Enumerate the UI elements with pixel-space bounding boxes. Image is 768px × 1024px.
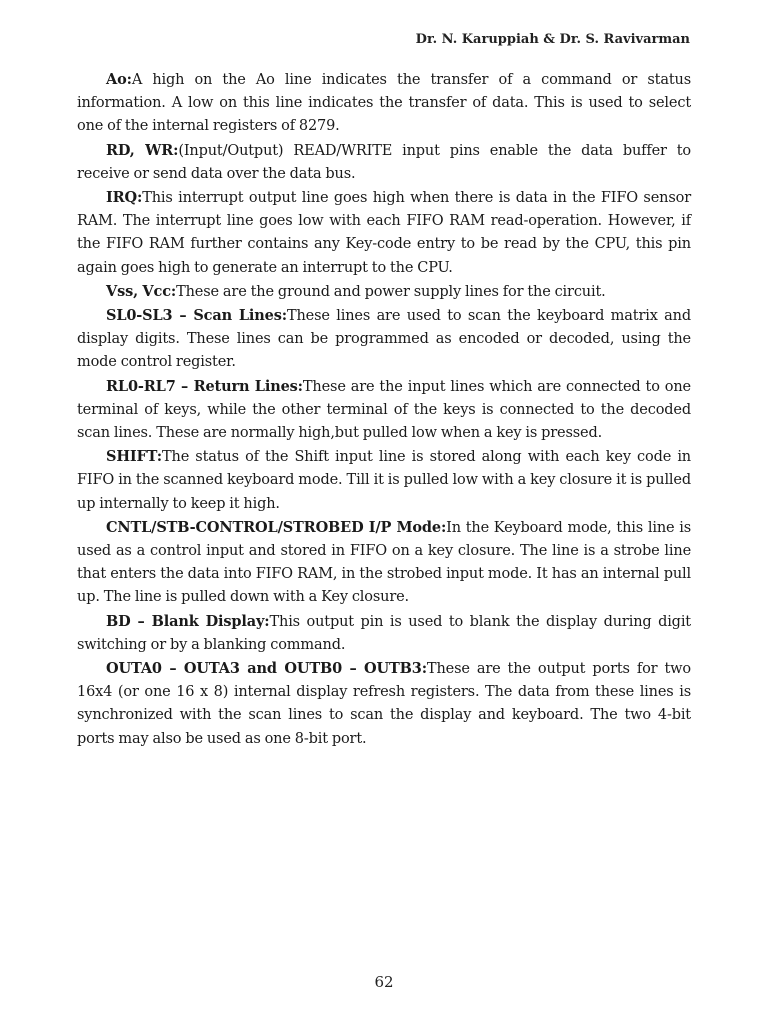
term-rd-wr: RD, WR: [106,141,179,159]
term-blank-display: BD – Blank Display: [106,612,270,630]
definition-ao: A high on the Ao line indicates the transfer of a command or status information. A low on this line indicates the transfer of data. This is used to select one of the internal registers of 8279. [77,72,691,135]
definition-shift: The status of the Shift input line is stored along with each key code in FIFO in the scanned keyboard mode. Till it is pulled low with a key closure it is pulled up internally to keep it high. [77,449,691,512]
paragraph-scan-lines [77,304,691,375]
term-irq: IRQ: [106,189,143,207]
definition-cntl-stb: In the Keyboard mode, this line is used as a control input and stored in FIFO on a key closure. The line is a strobe line that enters the data into FIFO RAM, in the strobed input mode. It has an internal pull up. The line is pulled down with a Key closure. [77,519,691,606]
definition-return-lines: These are the input lines which are connected to one terminal of keys, while the other terminal of the keys is connected to the decoded scan lines. These are normally high,but pulled low when a key is pressed. [77,378,691,442]
paragraph-cntl-stb [77,516,691,610]
definition-vss-vcc: These are the ground and power supply lines for the circuit. [176,283,606,300]
definition-blank-display: This output pin is used to blank the display during digit switching or by a blanking command. [77,613,691,653]
definition-irq: This interrupt output line goes high when there is data in the FIFO sensor RAM. The interrupt line goes low with each FIFO RAM read-operation. However, if the FIFO RAM further contains any Key-code entry to be read by the CPU, this pin again goes high to generate an interrupt to the CPU. [77,190,691,276]
paragraph-ao [77,68,691,139]
term-vss-vcc: Vss, Vcc: [106,282,177,300]
term-shift: SHIFT: [106,448,162,466]
paragraph-irq [77,186,691,280]
paragraph-shift [77,445,691,516]
definition-scan-lines: These lines are used to scan the keyboard matrix and display digits. These lines can be programmed as encoded or decoded, using the mode control register. [77,308,691,371]
paragraph-vss-vcc [77,280,691,304]
term-scan-lines: SL0-SL3 – Scan Lines: [106,307,287,325]
paragraph-output-ports [77,657,691,751]
definition-rd-wr: (Input/Output) READ/WRITE input pins enable the data buffer to receive or send data over the data bus. [77,142,691,182]
body-text [77,68,691,751]
term-output-ports: OUTA0 – OUTA3 and OUTB0 – OUTB3: [106,660,427,678]
paragraph-rd-wr [77,139,691,186]
running-header: Dr. N. Karuppiah & Dr. S. Ravivarman [415,32,690,47]
term-return-lines: RL0-RL7 – Return Lines: [106,377,303,395]
term-ao: Ao: [106,71,132,88]
paragraph-blank-display [77,610,691,657]
paragraph-return-lines [77,375,691,446]
term-cntl-stb: CNTL/STB-CONTROL/STROBED I/P Mode: [106,518,447,536]
definition-output-ports: These are the output ports for two 16x4 (or one 16 x 8) internal display refresh registers. The data from these lines is synchronized with the scan lines to scan the display and keyboard. The two 4-bit ports may also be used as one 8-bit port. [77,661,691,747]
page-number: 62 [374,973,394,991]
